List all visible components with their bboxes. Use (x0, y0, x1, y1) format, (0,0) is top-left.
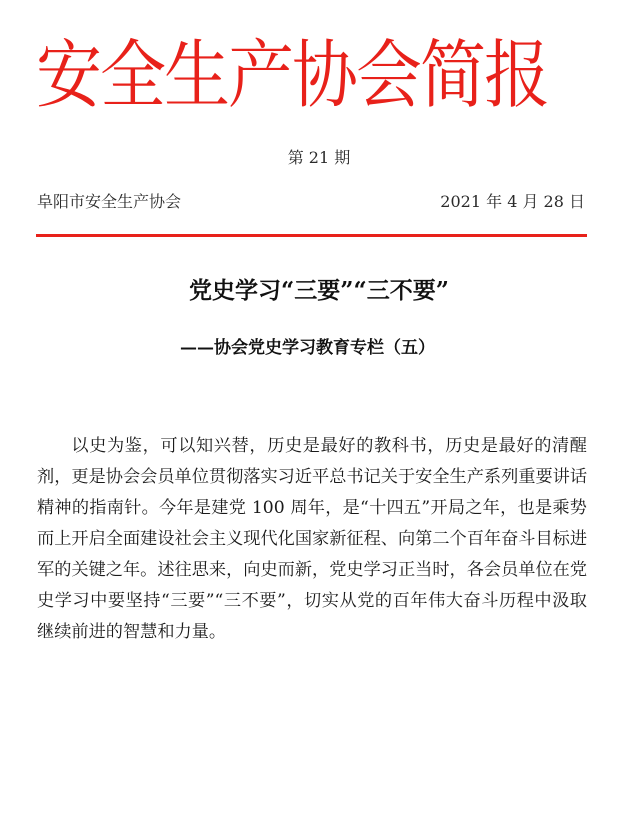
bulletin-masthead: 安全生产协会简报 (36, 32, 548, 119)
publisher-name: 阜阳市安全生产协会 (37, 192, 182, 211)
article-subtitle: ——协会党史学习教育专栏（五） (180, 338, 435, 358)
article-title: 党史学习“三要”“三不要” (189, 277, 449, 304)
publication-date: 2021 年 4 月 28 日 (440, 192, 585, 211)
issue-number: 第 21 期 (287, 148, 351, 167)
article-paragraph: 以史为鉴，可以知兴替，历史是最好的教科书，历史是最好的清醒剂，更是协会会员单位贯彻落实习近平总书记关于安全生产系列重要讲话精神的指南针。今年是建党 100 周年，是“十四五”开局之年，也是乘势而上开启全面建设社会主义现代化国家新征程、向第二个百年奋斗目标进军的关键之年。述往思来，向史而新，党史学习正当时，各会员单位在党史学习中要坚持“三要”“三不要”，切实从党的百年伟大奋斗历程中汲取继续前进的智慧和力量。 (37, 436, 588, 642)
masthead-divider (36, 234, 587, 237)
publication-meta (37, 189, 585, 215)
